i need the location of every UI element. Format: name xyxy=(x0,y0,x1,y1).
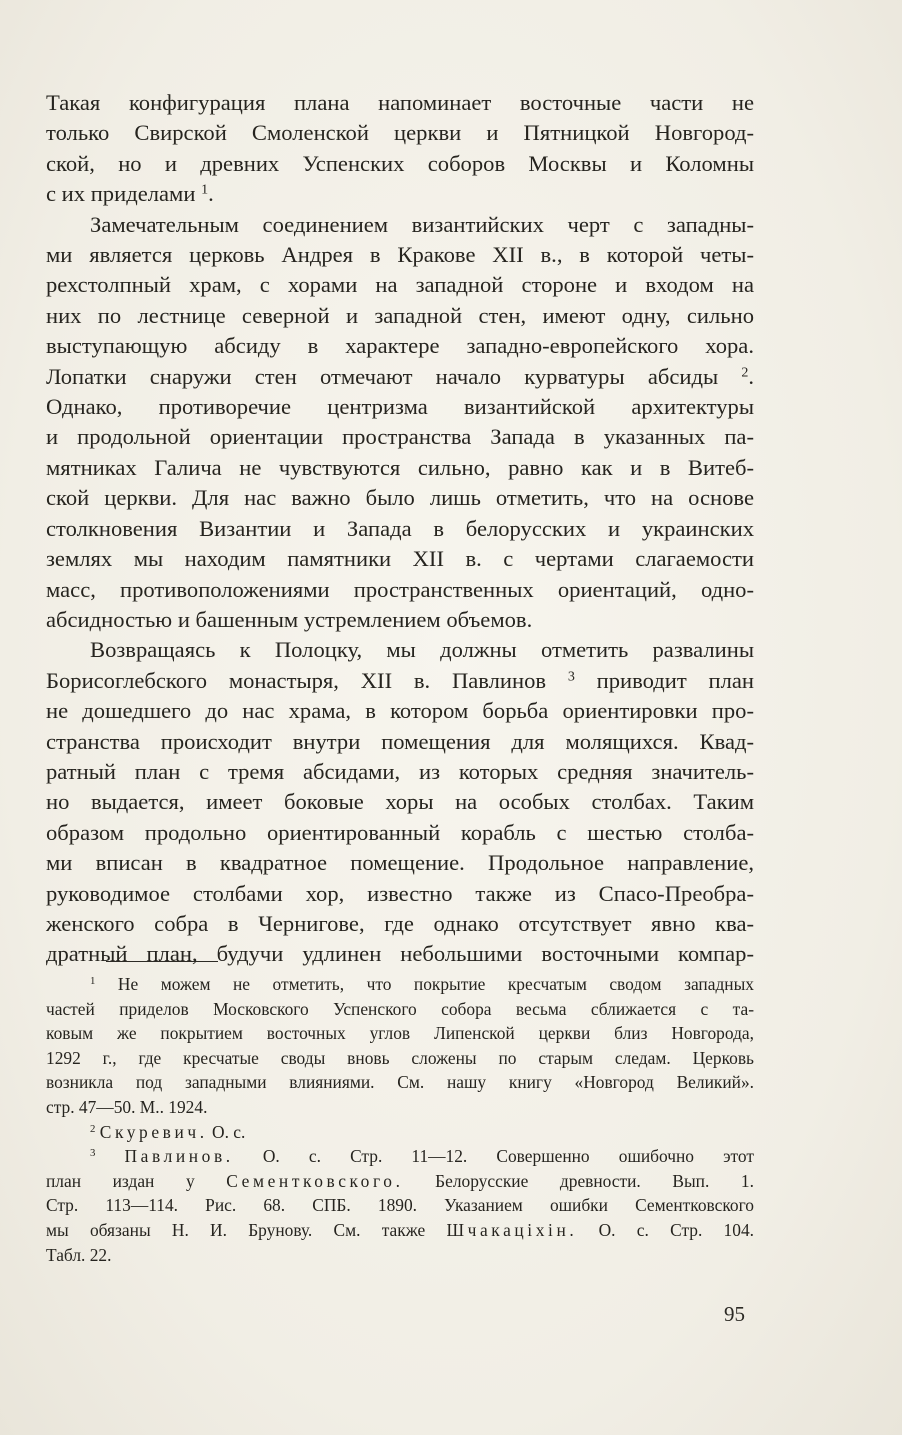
text-line: и продольной ориентации пространства Запада в указанных па- xyxy=(46,424,754,450)
text-line xyxy=(46,1144,754,1169)
footnote-ref-3: 3 xyxy=(567,669,575,685)
text-line: Замечательным соединением византийских черт с западны- xyxy=(90,211,754,237)
text-line: масс, противоположениями пространственных ориентаций, одно- xyxy=(46,576,754,602)
text-line: стр. 47—50. М.. 1924. xyxy=(46,1096,208,1117)
text-fragment: О. с. xyxy=(212,1121,246,1142)
text-fragment: приводит план xyxy=(596,667,755,693)
text-line xyxy=(46,1169,754,1194)
text-line: Однако, противоречие центризма византийской архитектуры xyxy=(46,394,754,420)
text-fragment: О. с. Стр. 11—12. Совершенно ошибочно этот xyxy=(262,1146,754,1167)
text-line: ратный план с тремя абсидами, из которых средняя значитель- xyxy=(46,758,754,784)
text-line: мятниках Галича не чувствуются сильно, равно как и в Витеб- xyxy=(46,454,754,480)
text-fragment: план издан у xyxy=(46,1170,195,1191)
footnote-divider xyxy=(106,961,218,962)
footnote-1 xyxy=(46,972,754,1120)
author-name: Павлинов. xyxy=(124,1146,234,1167)
text-line: частей приделов Московского Успенского собора весьма сближается с та- xyxy=(46,998,754,1019)
text-fragment: Не можем не отметить, что покрытие кресчатым сводом западных xyxy=(117,974,754,994)
text-fragment: мы обязаны Н. И. Брунову. См. также xyxy=(46,1219,426,1240)
text-fragment: Белорусские древности. Вып. 1. xyxy=(435,1170,754,1191)
text-line: ковым же покрытием восточных углов Липенской церкви близ Новгорода, xyxy=(46,1023,754,1044)
text-line: но выдается, имеет боковые хоры на особых столбах. Таким xyxy=(46,789,754,815)
footnotes xyxy=(46,972,754,1267)
text-line: Табл. 22. xyxy=(46,1244,112,1265)
text-line: ской, но и древних Успенских соборов Москвы и Коломны xyxy=(46,150,754,176)
footnote-number: 3 xyxy=(90,1147,96,1160)
footnote-number: 1 xyxy=(90,975,96,988)
author-name: Шчакацiхiн. xyxy=(446,1219,578,1240)
text-line: Возвращаясь к Полоцку, мы должны отметить развалины xyxy=(90,637,754,663)
author-name: Скуревич. xyxy=(99,1121,208,1142)
paragraph-3 xyxy=(46,635,754,969)
footnote-2 xyxy=(46,1120,754,1145)
text-line: Такая конфигурация плана напоминает восточные части не xyxy=(46,90,754,115)
footnote-ref-1: 1 xyxy=(201,182,209,198)
text-line: 1292 г., где кресчатые своды вновь сложены по старым следам. Церковь xyxy=(46,1047,754,1068)
text-line: дратный план, будучи удлинен небольшими восточными компар- xyxy=(46,941,754,967)
main-text xyxy=(46,88,754,970)
text-line: ской церкви. Для нас важно было лишь отметить, что на основе xyxy=(46,485,754,511)
footnote-ref-2: 2 xyxy=(741,364,749,380)
text-line: столкновения Византии и Запада в белорусских и украинских xyxy=(46,515,754,541)
text-line xyxy=(46,972,754,997)
text-line: возникла под западными влияниями. См. нашу книгу «Новгород Великий». xyxy=(46,1072,754,1093)
text-fragment: Лопатки снаружи стен отмечают начало курватуры абсиды xyxy=(46,363,719,389)
footnote-3 xyxy=(46,1144,754,1267)
text-line: абсидностью и башенным устремлением объемов. xyxy=(46,606,533,632)
text-fragment: О. с. Стр. 104. xyxy=(598,1219,754,1240)
text-line xyxy=(46,1120,754,1145)
text-line: Лопатки снаружи стен отмечают начало курватуры абсиды $^2$. xyxy=(46,363,754,389)
author-name: Сементковского. xyxy=(226,1170,404,1191)
text-line: руководимое столбами хор, известно также из Спасо-Преобра- xyxy=(46,880,754,906)
text-line: ми вписан в квадратное помещение. Продольное направление, xyxy=(46,850,754,876)
text-line xyxy=(46,666,754,696)
text-line: них по лестнице северной и западной стен, имеют одну, сильно xyxy=(46,302,754,328)
text-line: выступающую абсиду в характере западно-европейского хора. xyxy=(46,333,754,359)
text-line: с их приделами $^1$. xyxy=(46,181,214,207)
text-line: женского собра в Чернигове, где однако отсутствует явно ква- xyxy=(46,910,754,936)
paragraph-1 xyxy=(46,88,754,210)
text-line xyxy=(46,1218,754,1243)
text-line: рехстолпный храм, с хорами на западной стороне и входом на xyxy=(46,272,754,298)
text-line: странства происходит внутри помещения для молящихся. Квад- xyxy=(46,728,754,754)
text-fragment: Борисоглебского монастыря, XII в. Павлинов xyxy=(46,667,547,693)
text-line: только Свирской Смоленской церкви и Пятницкой Новгород- xyxy=(46,120,754,146)
paragraph-2 xyxy=(46,210,754,636)
text-line: Стр. 113—114. Рис. 68. СПБ. 1890. Указанием ошибки Сементковского xyxy=(46,1195,754,1216)
text-line: ми является церковь Андрея в Кракове XII в., в которой четы- xyxy=(46,242,754,268)
text-line: образом продольно ориентированный корабль с шестью столба- xyxy=(46,819,754,845)
footnote-number: 2 xyxy=(90,1122,96,1135)
text-line: не дошедшего до нас храма, в котором борьба ориентировки про- xyxy=(46,698,754,724)
page-number: 95 xyxy=(724,1302,745,1326)
text-line: землях мы находим памятники XII в. с чертами слагаемости xyxy=(46,546,754,572)
text-fragment: с их приделами xyxy=(46,181,196,207)
